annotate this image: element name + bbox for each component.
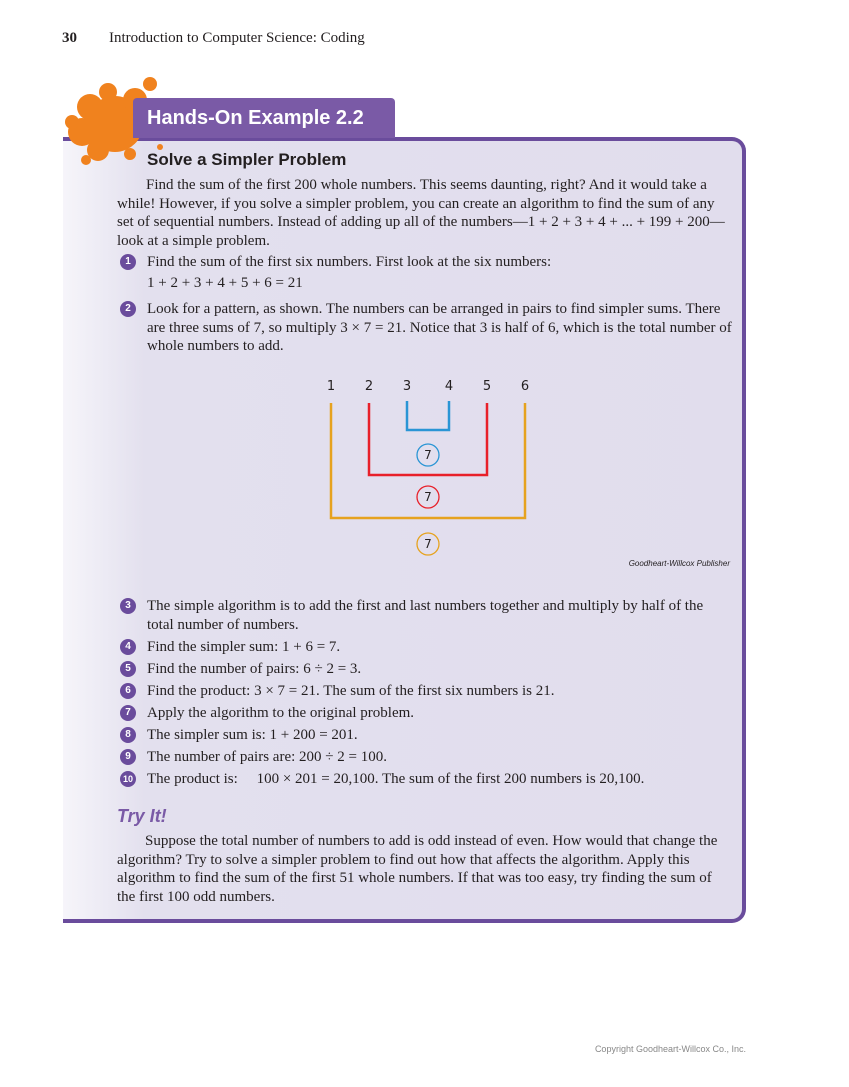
step-number-badge: 9 xyxy=(120,749,136,765)
figure-credit: Goodheart-Willcox Publisher xyxy=(628,559,730,568)
diagram-number: 4 xyxy=(444,379,454,394)
page-number: 30 xyxy=(62,30,77,46)
step-number-badge: 3 xyxy=(120,598,136,614)
copyright-footer: Copyright Goodheart-Willcox Co., Inc. xyxy=(594,1044,746,1054)
step-text: Look for a pattern, as shown. The numbers can be arranged in pairs to find simpler sums. There are three sums of 7, so multiply 3 × 7 = 21. Notice that 3 is half of 6, which is the total number of whole numbers to add. xyxy=(147,301,732,354)
example-title: Solve a Simpler Problem xyxy=(147,150,347,169)
sum-label: 7 xyxy=(424,537,432,551)
step-number-badge: 10 xyxy=(120,771,136,787)
step-number-badge: 8 xyxy=(120,727,136,743)
step-text: The simple algorithm is to add the first and last numbers together and multiply by half of the total number of numbers. xyxy=(147,598,704,633)
step-equation: 1 + 2 + 3 + 4 + 5 + 6 = 21 xyxy=(147,275,303,291)
diagram-number: 1 xyxy=(326,379,336,394)
intro-paragraph: Find the sum of the first 200 whole numbers. This seems daunting, right? And it would take a while! However, if you solve a simpler problem, you can create an algorithm to find the sum of any set of sequential numbers. Instead of adding up all of the numbers—1 + 2 + 3 + 4 + ... + 199 + 200—look at a simple problem. xyxy=(117,177,725,249)
try-it-heading: Try It! xyxy=(117,806,167,826)
step-number-badge: 7 xyxy=(120,705,136,721)
diagram-number: 2 xyxy=(364,379,374,394)
diagram-number: 5 xyxy=(482,379,492,394)
step-text: Find the sum of the first six numbers. First look at the six numbers: xyxy=(147,254,552,270)
diagram-number: 3 xyxy=(402,379,412,394)
sum-label: 7 xyxy=(424,490,432,504)
step-number-badge: 6 xyxy=(120,683,136,699)
step-text: Apply the algorithm to the original problem. xyxy=(147,705,415,721)
step-number-badge: 2 xyxy=(120,301,136,317)
step-text: The number of pairs are: 200 ÷ 2 = 100. xyxy=(147,749,387,765)
pairing-diagram xyxy=(300,370,750,570)
step-number-badge: 1 xyxy=(120,254,136,270)
step-number-badge: 4 xyxy=(120,639,136,655)
step-text: Find the product: 3 × 7 = 21. The sum of the first six numbers is 21. xyxy=(147,683,555,699)
step-text: Find the number of pairs: 6 ÷ 2 = 3. xyxy=(147,661,362,677)
step-number-badge: 5 xyxy=(120,661,136,677)
step-text: Find the simpler sum: 1 + 6 = 7. xyxy=(147,639,341,655)
try-it-paragraph: Suppose the total number of numbers to add is odd instead of even. How would that change the algorithm? Try to solve a simpler problem to find out how that affects the algorithm. Apply this algorithm to find the sum of the first 51 whole numbers. If that was too easy, try finding the sum of the first 100 odd numbers. xyxy=(117,833,718,905)
running-header: Introduction to Computer Science: Coding xyxy=(109,30,365,46)
diagram-number: 6 xyxy=(520,379,530,394)
step-text: The product is: 100 × 201 = 20,100. The sum of the first 200 numbers is 20,100. xyxy=(147,771,645,787)
step-text: The simpler sum is: 1 + 200 = 201. xyxy=(147,727,358,743)
pair-bracket-2-5 xyxy=(369,403,487,475)
pair-bracket-3-4 xyxy=(407,401,449,430)
example-tab: Hands-On Example 2.2 xyxy=(133,98,395,138)
sum-label: 7 xyxy=(424,448,432,462)
